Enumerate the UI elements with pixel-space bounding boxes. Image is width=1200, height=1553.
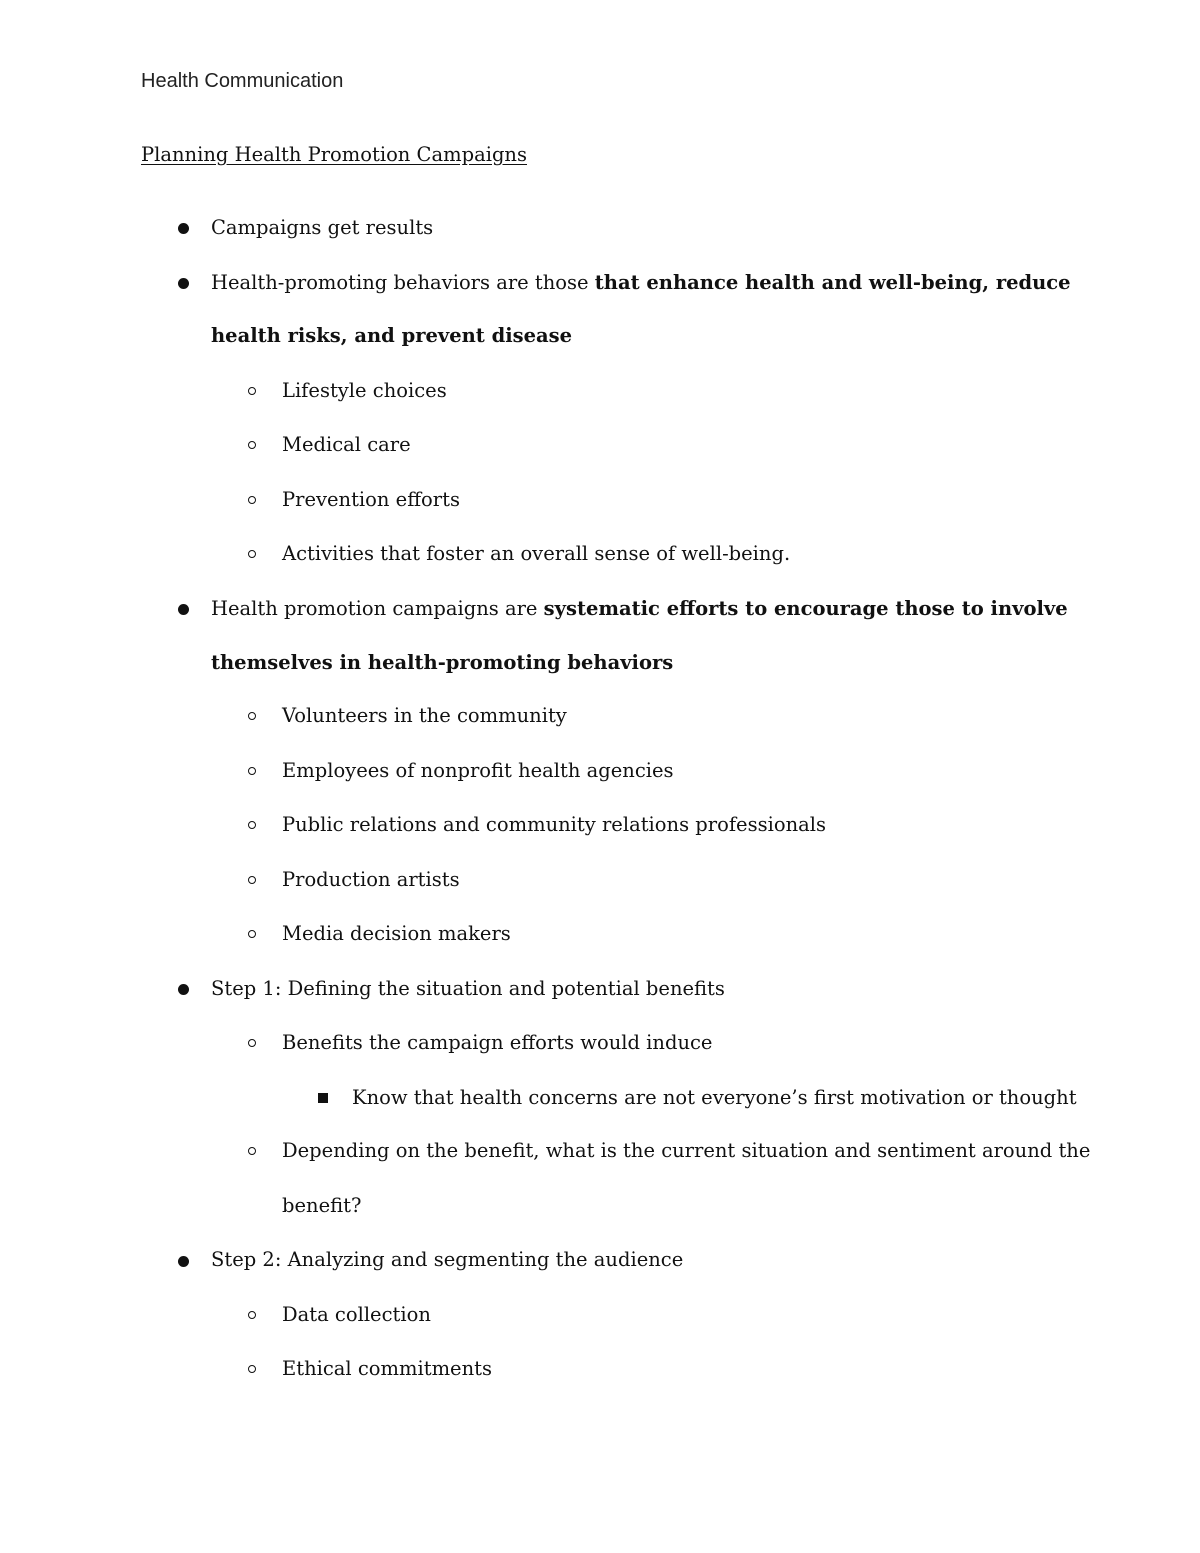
list-item-bold-text: health risks, and prevent disease <box>211 324 573 347</box>
bullet-disc-icon <box>178 223 189 234</box>
list-item-bold-text: systematic efforts to encourage those to involve <box>543 597 1068 620</box>
list-item: Know that health concerns are not everyone’s first motivation or thought <box>352 1086 1077 1109</box>
bullet-square-icon <box>318 1093 328 1103</box>
list-item: Activities that foster an overall sense of well-being. <box>282 542 791 565</box>
bullet-circle-icon <box>248 712 256 720</box>
bullet-circle-icon <box>248 550 256 558</box>
bullet-circle-icon <box>248 496 256 504</box>
document-header: Health Communication <box>141 70 344 92</box>
list-item: Benefits the campaign efforts would induce <box>282 1031 713 1054</box>
bullet-circle-icon <box>248 1147 256 1155</box>
bullet-circle-icon <box>248 821 256 829</box>
list-item: Data collection <box>282 1303 431 1326</box>
list-item: Campaigns get results <box>211 216 434 239</box>
bullet-disc-icon <box>178 984 189 995</box>
list-item: Depending on the benefit, what is the current situation and sentiment around the <box>282 1139 1091 1162</box>
list-item-continuation <box>211 649 673 677</box>
list-item <box>211 269 1071 297</box>
bullet-circle-icon <box>248 930 256 938</box>
bullet-circle-icon <box>248 876 256 884</box>
list-item: Medical care <box>282 433 411 456</box>
list-item: Step 1: Defining the situation and potential benefits <box>211 977 725 1000</box>
bullet-disc-icon <box>178 1256 189 1267</box>
list-item: Production artists <box>282 868 460 891</box>
bullet-circle-icon <box>248 767 256 775</box>
list-item: Media decision makers <box>282 922 511 945</box>
list-item-text: Health-promoting behaviors are those <box>211 271 595 294</box>
bullet-circle-icon <box>248 1311 256 1319</box>
bullet-circle-icon <box>248 1039 256 1047</box>
section-title: Planning Health Promotion Campaigns <box>141 143 527 166</box>
list-item-continuation <box>211 322 572 350</box>
list-item-bold-text: that enhance health and well-being, reduce <box>594 271 1071 294</box>
bullet-disc-icon <box>178 604 189 615</box>
list-item: Ethical commitments <box>282 1357 492 1380</box>
list-item <box>211 595 1068 623</box>
list-item: Employees of nonprofit health agencies <box>282 759 674 782</box>
bullet-circle-icon <box>248 1365 256 1373</box>
list-item: Prevention efforts <box>282 488 460 511</box>
list-item: Step 2: Analyzing and segmenting the audience <box>211 1248 684 1271</box>
bullet-circle-icon <box>248 441 256 449</box>
bullet-circle-icon <box>248 387 256 395</box>
bullet-disc-icon <box>178 278 189 289</box>
list-item-continuation: benefit? <box>282 1194 362 1217</box>
list-item: Lifestyle choices <box>282 379 447 402</box>
list-item-bold-text: themselves in health-promoting behaviors <box>211 651 674 674</box>
list-item: Public relations and community relations professionals <box>282 813 826 836</box>
list-item-text: Health promotion campaigns are <box>211 597 544 620</box>
list-item: Volunteers in the community <box>282 704 567 727</box>
